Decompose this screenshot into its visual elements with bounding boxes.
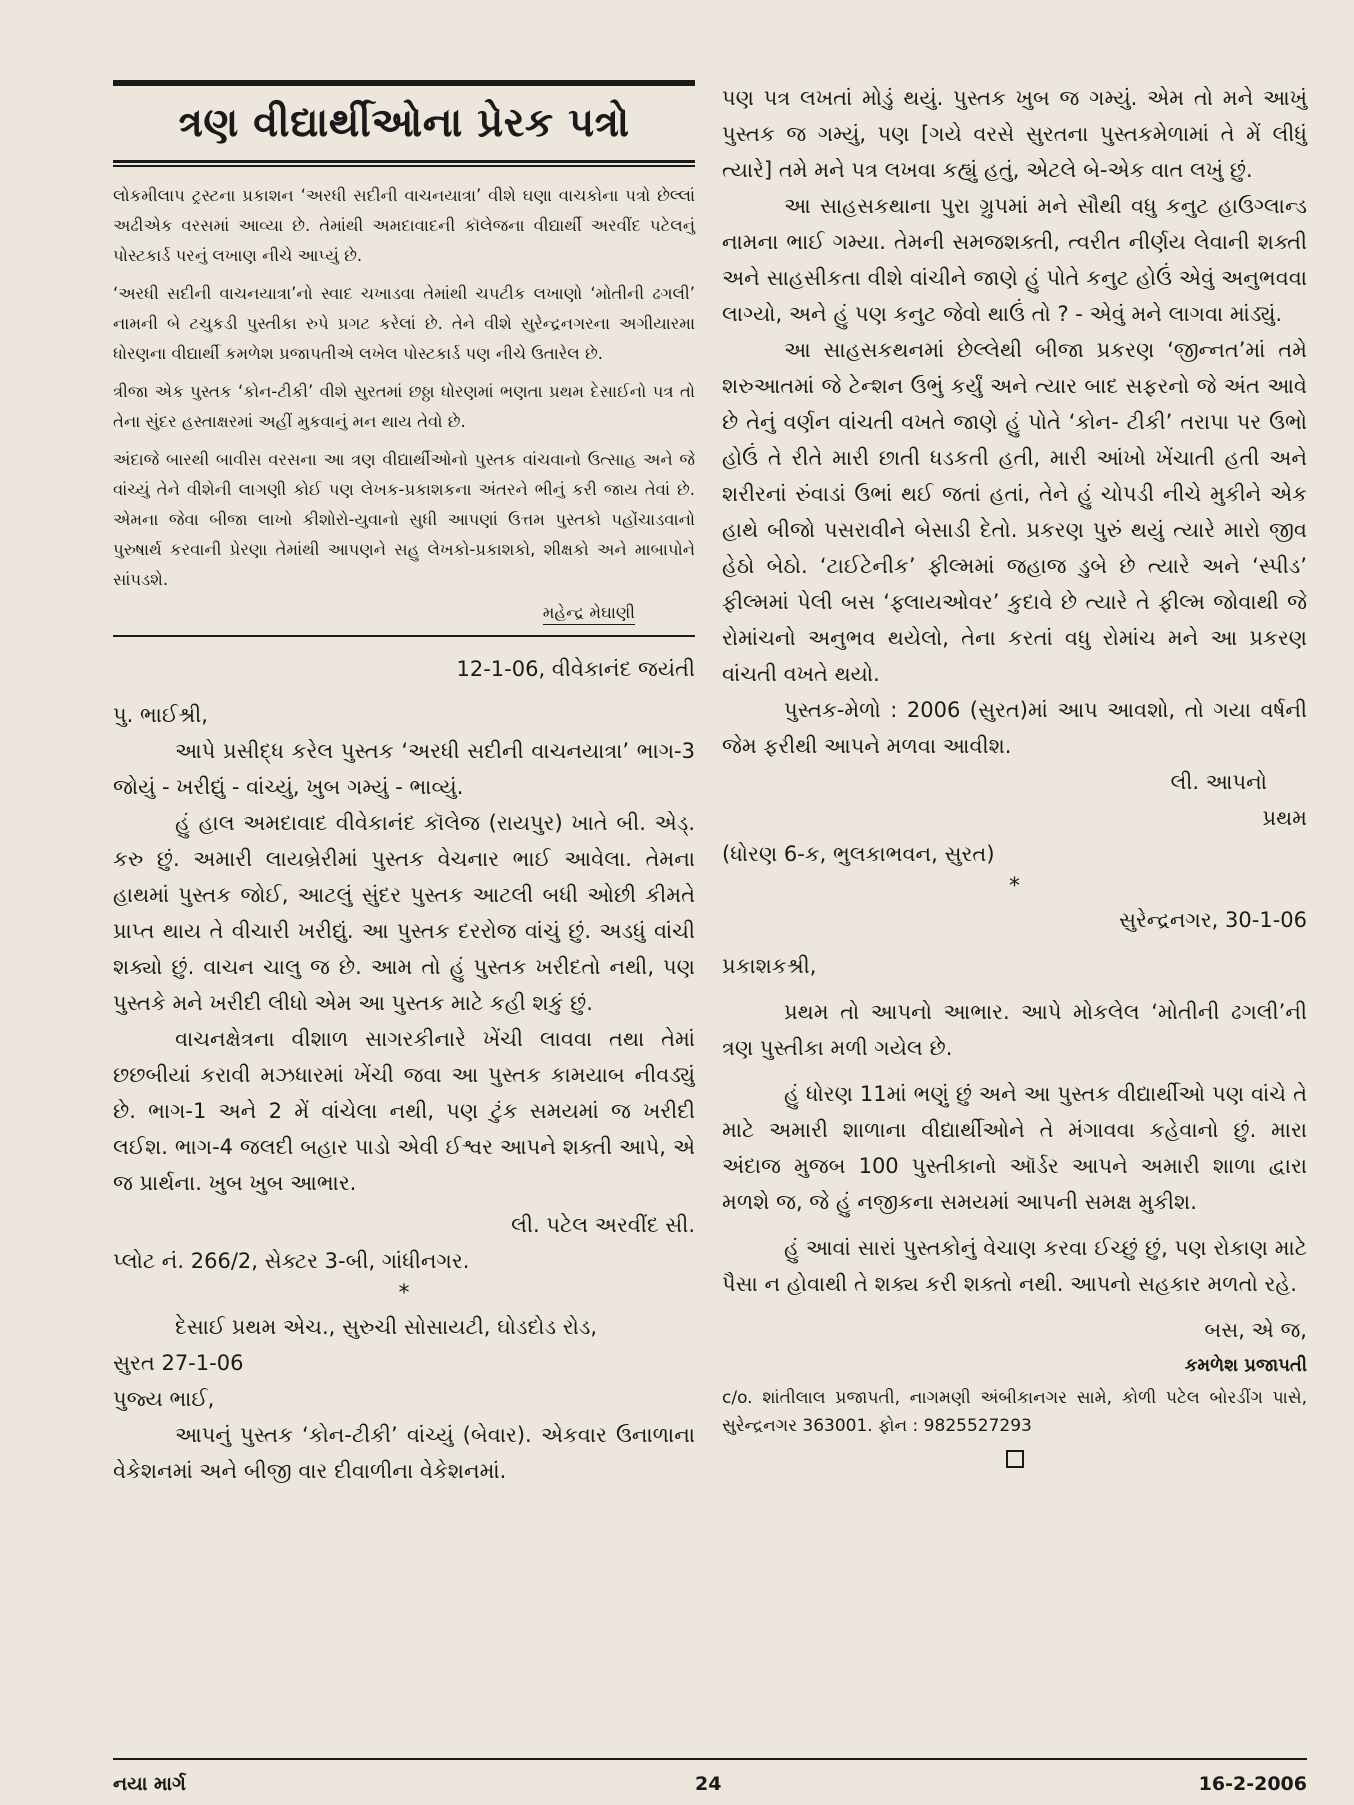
left-column (113, 80, 695, 1489)
letter3-address: c/o. શાંતીલાલ પ્રજાપતી, નાગમણી અંબીકાનગર સામે, કોળી પટેલ બોરડીંગ પાસે, સુરેન્દ્રનગર 363001. ફોન : 9825527293 (722, 1388, 1307, 1436)
end-square-icon (1006, 1450, 1024, 1468)
letter3-signature: કમળેશ પ્રજાપતી (1184, 1355, 1307, 1376)
article-title: ત્રણ વીદ્યાર્થીઓના પ્રેરક પત્રો (178, 100, 630, 146)
editor-name: મહેન્દ્ર મેઘાણી (543, 603, 635, 625)
letter2-name: પ્રથમ (1262, 806, 1307, 830)
letter2-paragraph: આ સાહસકથાના પુરા ગ્રુપમાં મને સૌથી વધુ કનુટ હાઉગ્લાન્ડ નામના ભાઈ ગમ્યા. તેમની સમજશક્તી, ત્વરીત નીર્ણય લેવાની શક્તી અને સાહસીકતા વીશે વાંચીને જાણે હું પોતે કનુટ હોઉં એવું અનુભવવા લાગ્યો, અને હું પણ કનુટ જેવો થાઉં તો ? - એવું મને લાગવા માંડ્યું. (722, 194, 1307, 326)
letter1-date: 12-1-06, વીવેકાનંદ જયંતી (456, 657, 695, 681)
letter-arvind (113, 651, 695, 1489)
letter2-paragraph: આપનું પુસ્તક ‘કોન-ટીકી’ વાંચ્યું (બેવાર). એકવાર ઉનાળાના વેકેશનમાં અને બીજી વાર દીવાળીના વેકેશનમાં. (113, 1423, 695, 1483)
letter1-paragraph: આપે પ્રસીદ્ધ કરેલ પુસ્તક ‘અરધી સદીની વાચનયાત્રા’ ભાગ-3 જોયું - ખરીદ્યું - વાંચ્યું, ખુબ ગમ્યું - ભાવ્યું. (113, 739, 695, 799)
page-number: 24 (695, 1773, 722, 1795)
letter1-salutation: પુ. ભાઈશ્રી, (113, 703, 208, 727)
letter-pratham-continued (722, 80, 1307, 1472)
letter2-paragraph: પુસ્તક-મેળો : 2006 (સુરત)માં આપ આવશો, તો ગયા વર્ષની જેમ ફરીથી આપને મળવા આવીશ. (722, 698, 1307, 758)
separator-star: * (1009, 874, 1020, 899)
page-footer (113, 1765, 1307, 1795)
title-bottom-rule-thin (113, 165, 695, 167)
letter2-salutation: પુજ્ય ભાઈ, (113, 1387, 215, 1411)
letter3-closing: બસ, એ જ, (1204, 1318, 1307, 1342)
letter3-paragraph: પ્રથમ તો આપનો આભાર. આપે મોકલેલ ‘મોતીની ઢગલી’ની ત્રણ પુસ્તીકા મળી ગયેલ છે. (722, 1000, 1307, 1060)
letter3-paragraph: હું ધોરણ 11માં ભણું છું અને આ પુસ્તક વીદ્યાર્થીઓ પણ વાંચે તે માટે અમારી શાળાના વીદ્યાર્થીઓને તે મંગાવવા કહેવાનો છું. મારા અંદાજ મુજબ 100 પુસ્તીકાનો ઑર્ડર આપને અમારી શાળા દ્વારા મળશે જ, જે હું નજીકના સમયમાં આપની સમક્ષ મુકીશ. (722, 1082, 1307, 1214)
editor-signature (113, 603, 635, 623)
letter2-paragraph: આ સાહસકથનમાં છેલ્લેથી બીજા પ્રકરણ ‘જીન્નત’માં તમે શરુઆતમાં જે ટેન્શન ઉભું કર્યું અને ત્યાર બાદ સફરનો જે અંત આવે છે તેનું વર્ણન વાંચતી વખતે જાણે હું પોતે ‘કોન- ટીકી’ તરાપા પર ઉભો હોઉં તે રીતે મારી છાતી ધડકતી હતી, મારી આંખો ખેંચાતી હતી અને શરીરનાં રુંવાડાં ઉભાં થઈ જતાં હતાં, તેને હું ચોપડી નીચે મુકીને એક હાથે બીજો પસરાવીને બેસાડી દેતો. પ્રકરણ પુરું થયું ત્યારે મારો જીવ હેઠો બેઠો. ‘ટાઈટેનીક’ ફીલ્મમાં જહાજ ડુબે છે ત્યારે અને ‘સ્પીડ’ ફીલ્મમાં પેલી બસ ‘ફ્લાયઓવર’ કુદાવે છે ત્યારે તે ફીલ્મ જોવાથી જે રોમાંચનો અનુભવ થયેલો, તેના કરતાં વધુ રોમાંચ મને આ પ્રકરણ વાંચતી વખતે થયો. (722, 338, 1307, 686)
letter2-class-info: (ધોરણ 6-ક, ભુલકાભવન, સુરત) (722, 842, 995, 866)
magazine-name: નયા માર્ગ (113, 1773, 186, 1795)
letter1-paragraph: હું હાલ અમદાવાદ વીવેકાનંદ કૉલેજ (રાયપુર) ખાતે બી. એડ્. કરુ છું. અમારી લાયબ્રેરીમાં પુસ્તક વેચનાર ભાઈ આવેલા. તેમના હાથમાં પુસ્તક જોઈ, આટલું સુંદર પુસ્તક આટલી બધી ઓછી કીમતે પ્રાપ્ત થાય તે વીચારી ખરીદ્યું. આ પુસ્તક દરરોજ વાંચું છું. અડધું વાંચી શક્યો છું. વાચન ચાલુ જ છે. આમ તો હું પુસ્તક ખરીદતો નથી, પણ પુસ્તકે મને ખરીદી લીધો એમ આ પુસ્તક માટે કહી શકું છું. (113, 811, 695, 1015)
intro-paragraph: અંદાજે બારથી બાવીસ વરસના આ ત્રણ વીદ્યાર્થીઓનો પુસ્તક વાંચવાનો ઉત્સાહ અને જે વાંચ્યું તેને વીશેની લાગણી કોઈ પણ લેખક-પ્રકાશકના અંતરને ભીનું કરી જાય તેવાં છે. એમના જેવા બીજા લાખો કીશોરો-યુવાનો સુધી આપણાં ઉત્તમ પુસ્તકો પહોંચાડવાનો પુરુષાર્થ કરવાની પ્રેરણા તેમાંથી આપણને સહુ લેખકો-પ્રકાશકો, શીક્ષકો અને માબાપોને સાંપડશે. (113, 450, 695, 589)
letter2-place-date: સુરત 27-1-06 (113, 1351, 244, 1375)
editor-intro (113, 181, 695, 595)
letter2-closing: લી. આપનો (1170, 770, 1267, 794)
letter3-place-date: સુરેન્દ્રનગર, 30-1-06 (1119, 908, 1307, 932)
right-column (722, 80, 1307, 1472)
footer-rule (113, 1758, 1307, 1760)
intro-paragraph: લોકમીલાપ ટ્રસ્ટના પ્રકાશન ‘અરધી સદીની વાચનયાત્રા’ વીશે ઘણા વાચકોના પત્રો છેલ્લાં અઢીએક વરસમાં આવ્યા છે. તેમાંથી અમદાવાદની કૉલેજના વીદ્યાર્થી અરવીંદ પટેલનું પોસ્ટકાર્ડ પરનું લખાણ નીચે આપ્યું છે. (113, 186, 695, 265)
title-top-rule (113, 80, 695, 86)
letter2-paragraph: પણ પત્ર લખતાં મોડું થયું. પુસ્તક ખુબ જ ગમ્યું. એમ તો મને આખું પુસ્તક જ ગમ્યું, પણ [ગયે વરસે સુરતના પુસ્તકમેળામાં તે મેં લીધું ત્યારે] તમે મને પત્ર લખવા કહ્યું હતું, એટલે બે-એક વાત લખું છું. (722, 86, 1307, 182)
letter1-paragraph: વાચનક્ષેત્રના વીશાળ સાગરકીનારે ખેંચી લાવવા તથા તેમાં છછબીયાં કરાવી મઝધારમાં ખેંચી જવા આ પુસ્તક કામયાબ નીવડ્યું છે. ભાગ-1 અને 2 મેં વાંચેલા નથી, પણ ટુંક સમયમાં જ ખરીદી લઈશ. ભાગ-4 જલદી બહાર પાડો એવી ઈશ્વર આપને શક્તી આપે, એ જ પ્રાર્થના. ખુબ ખુબ આભાર. (113, 1027, 695, 1195)
letter3-salutation: પ્રકાશકશ્રી, (722, 954, 817, 978)
letter2-header: દેસાઈ પ્રથમ એચ., સુરુચી સોસાયટી, ઘોડદોડ રોડ, (175, 1315, 598, 1339)
separator-star: * (398, 1281, 410, 1306)
issue-date: 16-2-2006 (1198, 1773, 1307, 1795)
letter1-signature: લી. પટેલ અરવીંદ સી. (511, 1213, 695, 1237)
end-mark (722, 1450, 1307, 1472)
section-divider (113, 635, 695, 637)
intro-paragraph: ત્રીજા એક પુસ્તક ‘કોન-ટીકી’ વીશે સુરતમાં છઠ્ઠા ધોરણમાં ભણતા પ્રથમ દેસાઈનો પત્ર તો તેના સુંદર હસ્તાક્ષરમાં અહીં મુકવાનું મન થાય તેવો છે. (113, 382, 695, 431)
letter1-address: પ્લોટ નં. 266/2, સેક્ટર 3-બી, ગાંધીનગર. (113, 1249, 470, 1273)
letter3-paragraph: હું આવાં સારાં પુસ્તકોનું વેચાણ કરવા ઈચ્છું છું, પણ રોકાણ માટે પૈસા ન હોવાથી તે શક્ય કરી શક્તો નથી. આપનો સહકાર મળતો રહે. (722, 1236, 1307, 1296)
intro-paragraph: ‘અરધી સદીની વાચનયાત્રા’નો સ્વાદ ચખાડવા તેમાંથી ચપટીક લખાણો ‘મોતીની ઢગલી’ નામની બે ટચુકડી પુસ્તીકા રુપે પ્રગટ કરેલાં છે. તેને વીશે સુરેન્દ્રનગરના અગીયારમા ધોરણના વીદ્યાર્થી કમળેશ પ્રજાપતીએ લખેલ પોસ્ટકાર્ડ પણ નીચે ઉતારેલ છે. (113, 284, 695, 363)
title-bottom-rule (113, 160, 695, 163)
